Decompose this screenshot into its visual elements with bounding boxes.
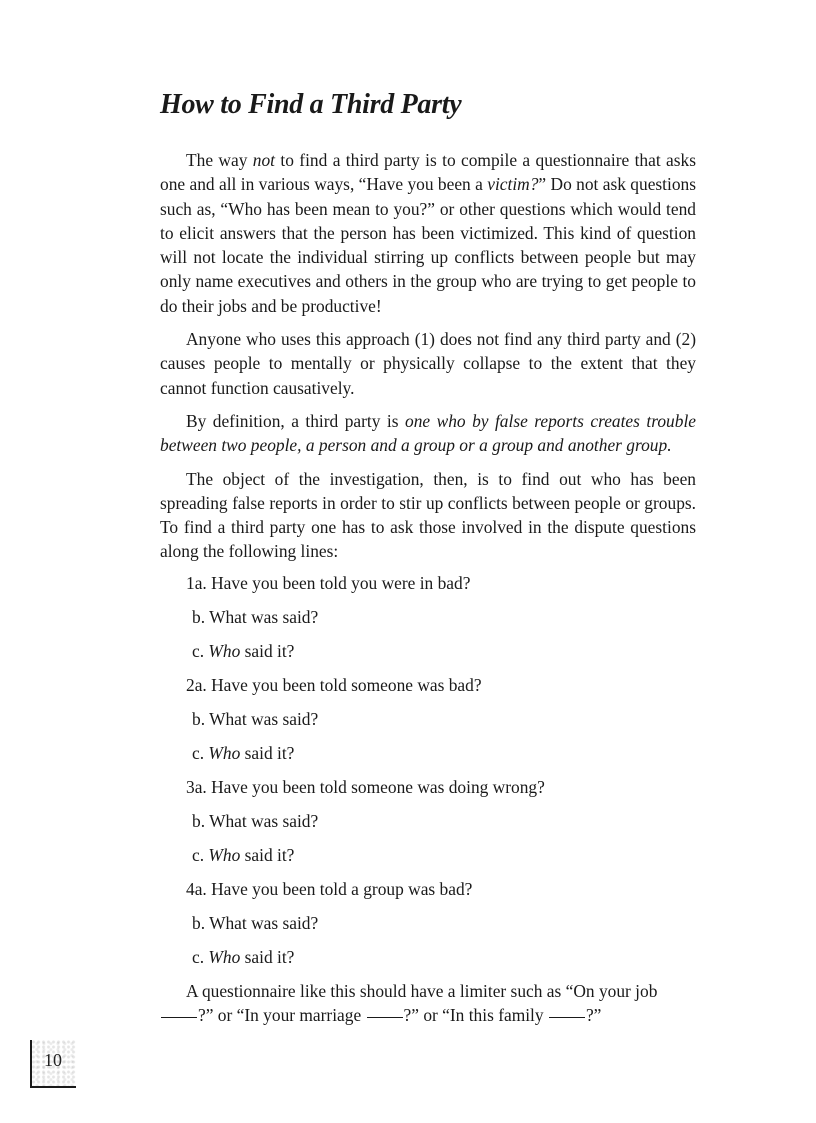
page-number: 10 bbox=[44, 1050, 62, 1070]
paragraph-1-text-a: The way bbox=[186, 150, 253, 170]
paragraph-1-emphasis-victim: victim? bbox=[487, 174, 539, 195]
question-group-2 bbox=[160, 673, 696, 765]
blank-line bbox=[367, 1017, 403, 1018]
paragraph-1-emphasis-not: not bbox=[252, 150, 276, 170]
paragraph-1 bbox=[160, 148, 696, 318]
question-group-1 bbox=[160, 571, 696, 663]
paragraph-2: Anyone who uses this approach (1) does not find any third party and (2) causes people to mentally or physically collapse to the extent that they cannot function causatively. bbox=[160, 329, 696, 398]
question-group-4 bbox=[160, 877, 696, 969]
page-content bbox=[160, 88, 696, 1027]
paragraph-1-text-b: to find a third party is to compile a questionnaire that asks one and all in various ways, “Have you been a bbox=[160, 150, 696, 195]
question-1b: b. What was said? bbox=[192, 606, 319, 627]
question-4c: c. Who said it? bbox=[192, 946, 295, 967]
paragraph-3-text: By definition, a third party is bbox=[186, 410, 406, 431]
question-list bbox=[160, 571, 696, 969]
question-4b: b. What was said? bbox=[192, 912, 319, 933]
page-number-frame bbox=[30, 1040, 76, 1088]
paragraph-1-text-c: ” Do not ask questions such as, “Who has been mean to you?” or other questions which would tend to elicit answers that the person has been victimized. This kind of question will not locate the individual stirring up conflicts between people but may only name executives and others in the group who are trying to get people to do their jobs and be productive! bbox=[160, 174, 697, 316]
section-heading: How to Find a Third Party bbox=[160, 89, 462, 120]
question-1a: 1a. Have you been told you were in bad? bbox=[186, 572, 471, 593]
question-3a: 3a. Have you been told someone was doing wrong? bbox=[186, 776, 545, 797]
paragraph-4: The object of the investigation, then, is to find out who has been spreading false reports in order to stir up conflicts between people or groups. To find a third party one has to ask those involved in the dispute questions along the following lines: bbox=[160, 468, 696, 562]
question-3c: c. Who said it? bbox=[192, 844, 295, 865]
paragraph-3 bbox=[160, 409, 696, 458]
question-2a: 2a. Have you been told someone was bad? bbox=[186, 674, 482, 695]
question-1c: c. Who said it? bbox=[192, 640, 295, 661]
question-2b: b. What was said? bbox=[192, 708, 319, 729]
question-4a: 4a. Have you been told a group was bad? bbox=[186, 878, 473, 899]
question-3b: b. What was said? bbox=[192, 810, 319, 831]
question-group-3 bbox=[160, 775, 696, 867]
blank-line bbox=[549, 1017, 585, 1018]
closing-paragraph: A questionnaire like this should have a limiter such as “On your job ?” or “In your marriage ?” or “In this family ?” bbox=[160, 979, 696, 1028]
blank-line bbox=[161, 1017, 197, 1018]
question-2c: c. Who said it? bbox=[192, 742, 295, 763]
paragraph-3-definition: one who by false reports creates trouble between two people, a person and a group or a group and another group. bbox=[160, 410, 696, 456]
